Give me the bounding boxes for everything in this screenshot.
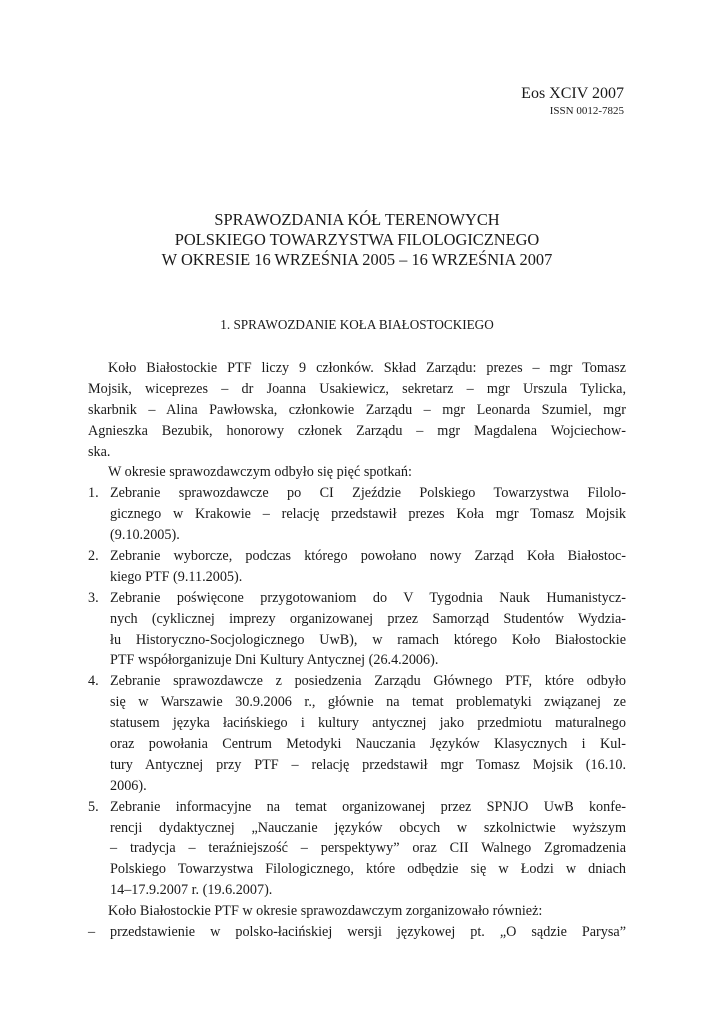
journal-header: [521, 84, 624, 118]
issn-number: ISSN 0012-7825: [549, 105, 624, 117]
list-marker: 2.: [88, 548, 99, 565]
text-line: się w Warszawie 30.9.2006 r., głównie na temat problematyki związanej ze: [110, 694, 626, 711]
text-line: PTF współorganizuje Dni Kultury Antycznej (26.4.2006).: [110, 652, 439, 669]
text-line: Polskiego Towarzystwa Filologicznego, które odbędzie się w Łodzi w dniach: [110, 861, 626, 878]
text-line: 2006).: [110, 777, 147, 794]
list-marker: 1.: [88, 485, 99, 502]
text-line: nych (cyklicznej imprezy organizowanej przez Samorząd Studentów Wydzia-: [110, 610, 626, 627]
meetings-intro: W okresie sprawozdawczym odbyło się pięć spotkań:: [108, 464, 412, 481]
text-line: (9.10.2005).: [110, 527, 180, 544]
text-line: przedstawienie w polsko-łacińskiej wersji językowej pt. „O sądzie Parysa”: [110, 924, 626, 941]
closing-paragraph: Koło Białostockie PTF w okresie sprawozdawczym zorganizowało również:: [108, 903, 543, 920]
text-line: tury Antycznej przy PTF – relację przedstawił mgr Tomasz Mojsik (16.10.: [110, 756, 626, 773]
text-line: łu Historyczno-Socjologicznego UwB), w ramach którego Koło Białostockie: [110, 631, 626, 648]
section-heading: 1. SPRAWOZDANIE KOŁA BIAŁOSTOCKIEGO: [220, 317, 494, 332]
dash-list-item: [88, 922, 626, 943]
text-line: Zebranie sprawozdawcze po CI Zjeździe Polskiego Towarzystwa Filolo-: [110, 485, 626, 502]
text-line: Zebranie sprawozdawcze z posiedzenia Zarządu Głównego PTF, które odbyło: [110, 673, 626, 690]
report-body: [88, 358, 626, 943]
title-line: SPRAWOZDANIA KÓŁ TERENOWYCH: [214, 210, 500, 229]
list-item: [88, 483, 626, 546]
text-line: ska.: [88, 443, 111, 460]
text-line: Zebranie informacyjne na temat organizowanej przez SPNJO UwB konfe-: [110, 798, 626, 815]
text-line: gicznego w Krakowie – relację przedstawił prezes Koła mgr Tomasz Mojsik: [110, 506, 626, 523]
list-marker: 5.: [88, 798, 99, 815]
text-line: rencji dydaktycznej „Nauczanie języków obcych w szkolnictwie wyższym: [110, 819, 626, 836]
text-line: Mojsik, wiceprezes – dr Joanna Usakiewicz, sekretarz – mgr Urszula Tylicka,: [88, 380, 626, 397]
list-item: [88, 797, 626, 901]
title-line: POLSKIEGO TOWARZYSTWA FILOLOGICZNEGO: [174, 230, 540, 249]
text-line: statusem języka łacińskiego i kultury antycznej jako przedmiotu maturalnego: [110, 715, 626, 732]
list-marker: 3.: [88, 589, 99, 606]
text-line: 14–17.9.2007 r. (19.6.2007).: [110, 882, 273, 899]
text-line: – tradycja – teraźniejszość – perspektywy” oraz CII Walnego Zgromadzenia: [110, 840, 626, 857]
paragraph-members: [88, 358, 626, 462]
text-line: skarbnik – Alina Pawłowska, członkowie Zarządu – mgr Leonarda Szumiel, mgr: [88, 401, 626, 418]
text-line: Koło Białostockie PTF liczy 9 członków. Skład Zarządu: prezes – mgr Tomasz: [108, 360, 626, 376]
text-line: Zebranie poświęcone przygotowaniom do V Tygodnia Nauk Humanistycz-: [110, 589, 626, 606]
text-line: kiego PTF (9.11.2005).: [110, 568, 243, 585]
article-title: [0, 210, 714, 270]
text-line: Zebranie wyborcze, podczas którego powołano nowy Zarząd Koła Białostoc-: [110, 548, 626, 565]
text-line: Agnieszka Bezubik, honorowy członek Zarządu – mgr Magdalena Wojciechow-: [88, 422, 626, 439]
list-item: [88, 671, 626, 796]
title-line: W OKRESIE 16 WRZEŚNIA 2005 – 16 WRZEŚNIA 2007: [161, 250, 553, 269]
list-item: [88, 546, 626, 588]
list-marker: –: [88, 924, 96, 941]
text-line: oraz powołania Centrum Metodyki Nauczania Języków Klasycznych i Kul-: [110, 736, 626, 753]
journal-title: Eos XCIV 2007: [521, 85, 624, 102]
list-item: [88, 588, 626, 672]
list-marker: 4.: [88, 673, 99, 690]
